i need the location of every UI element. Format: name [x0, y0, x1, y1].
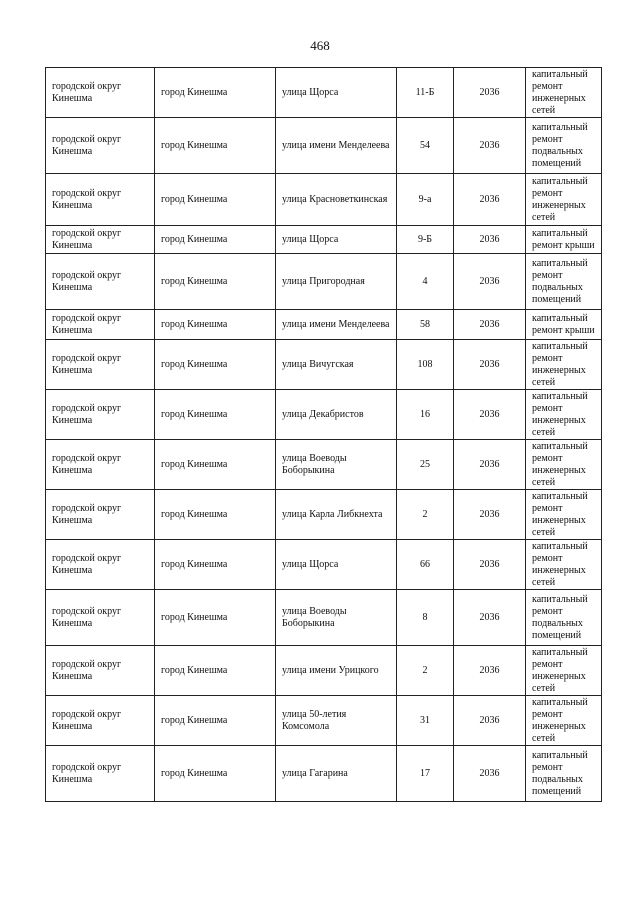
table-row: [46, 696, 602, 746]
cell-district: городской округ Кинешма: [46, 696, 155, 746]
cell-district: городской округ Кинешма: [46, 440, 155, 490]
cell-work: капитальный ремонт инженерных сетей: [526, 696, 602, 746]
cell-town: город Кинешма: [155, 340, 276, 390]
cell-town: город Кинешма: [155, 540, 276, 590]
table-row: [46, 490, 602, 540]
cell-street: улица Декабристов: [276, 390, 397, 440]
cell-town: город Кинешма: [155, 68, 276, 118]
cell-district: городской округ Кинешма: [46, 646, 155, 696]
cell-street: улица Вичугская: [276, 340, 397, 390]
cell-year: 2036: [454, 174, 526, 226]
cell-street: улица 50-летия Комсомола: [276, 696, 397, 746]
cell-work: капитальный ремонт подвальных помещений: [526, 590, 602, 646]
cell-street: улица Карла Либкнехта: [276, 490, 397, 540]
cell-district: городской округ Кинешма: [46, 68, 155, 118]
cell-work: капитальный ремонт инженерных сетей: [526, 174, 602, 226]
cell-work: капитальный ремонт инженерных сетей: [526, 540, 602, 590]
cell-work: капитальный ремонт крыши: [526, 226, 602, 254]
cell-street: улица имени Урицкого: [276, 646, 397, 696]
cell-town: город Кинешма: [155, 310, 276, 340]
cell-year: 2036: [454, 696, 526, 746]
cell-street: улица Щорса: [276, 68, 397, 118]
cell-district: городской округ Кинешма: [46, 390, 155, 440]
repair-schedule-table: [45, 67, 602, 802]
table-row: [46, 540, 602, 590]
cell-district: городской округ Кинешма: [46, 540, 155, 590]
cell-year: 2036: [454, 390, 526, 440]
table-row: [46, 590, 602, 646]
cell-year: 2036: [454, 490, 526, 540]
cell-work: капитальный ремонт подвальных помещений: [526, 254, 602, 310]
cell-year: 2036: [454, 226, 526, 254]
cell-street: улица Щорса: [276, 540, 397, 590]
cell-year: 2036: [454, 646, 526, 696]
cell-work: капитальный ремонт инженерных сетей: [526, 68, 602, 118]
cell-house: 108: [397, 340, 454, 390]
cell-town: город Кинешма: [155, 226, 276, 254]
cell-year: 2036: [454, 68, 526, 118]
table-row: [46, 310, 602, 340]
cell-work: капитальный ремонт подвальных помещений: [526, 118, 602, 174]
cell-year: 2036: [454, 118, 526, 174]
cell-house: 31: [397, 696, 454, 746]
cell-house: 58: [397, 310, 454, 340]
table-row: [46, 174, 602, 226]
cell-town: город Кинешма: [155, 440, 276, 490]
table-row: [46, 390, 602, 440]
cell-town: город Кинешма: [155, 254, 276, 310]
cell-year: 2036: [454, 340, 526, 390]
cell-town: город Кинешма: [155, 174, 276, 226]
page-number: 468: [310, 38, 330, 53]
cell-work: капитальный ремонт крыши: [526, 310, 602, 340]
cell-district: городской округ Кинешма: [46, 310, 155, 340]
cell-house: 54: [397, 118, 454, 174]
cell-town: город Кинешма: [155, 646, 276, 696]
cell-house: 66: [397, 540, 454, 590]
cell-house: 25: [397, 440, 454, 490]
table-row: [46, 440, 602, 490]
cell-house: 17: [397, 746, 454, 802]
table-row: [46, 68, 602, 118]
cell-street: улица Гагарина: [276, 746, 397, 802]
cell-town: город Кинешма: [155, 390, 276, 440]
table-row: [46, 254, 602, 310]
cell-work: капитальный ремонт инженерных сетей: [526, 490, 602, 540]
cell-work: капитальный ремонт инженерных сетей: [526, 390, 602, 440]
table-row: [46, 746, 602, 802]
cell-district: городской округ Кинешма: [46, 118, 155, 174]
cell-district: городской округ Кинешма: [46, 340, 155, 390]
cell-street: улица имени Менделеева: [276, 310, 397, 340]
table-body: [46, 68, 602, 802]
cell-year: 2036: [454, 540, 526, 590]
cell-year: 2036: [454, 590, 526, 646]
cell-district: городской округ Кинешма: [46, 590, 155, 646]
cell-year: 2036: [454, 440, 526, 490]
cell-street: улица Воеводы Боборыкина: [276, 440, 397, 490]
cell-district: городской округ Кинешма: [46, 226, 155, 254]
cell-district: городской округ Кинешма: [46, 254, 155, 310]
cell-work: капитальный ремонт инженерных сетей: [526, 440, 602, 490]
cell-street: улица имени Менделеева: [276, 118, 397, 174]
cell-town: город Кинешма: [155, 490, 276, 540]
table-row: [46, 226, 602, 254]
cell-house: 4: [397, 254, 454, 310]
cell-year: 2036: [454, 310, 526, 340]
cell-house: 2: [397, 646, 454, 696]
cell-street: улица Пригородная: [276, 254, 397, 310]
cell-work: капитальный ремонт подвальных помещений: [526, 746, 602, 802]
cell-town: город Кинешма: [155, 590, 276, 646]
cell-year: 2036: [454, 254, 526, 310]
cell-work: капитальный ремонт инженерных сетей: [526, 340, 602, 390]
cell-house: 8: [397, 590, 454, 646]
cell-house: 2: [397, 490, 454, 540]
cell-street: улица Щорса: [276, 226, 397, 254]
cell-work: капитальный ремонт инженерных сетей: [526, 646, 602, 696]
cell-house: 9-Б: [397, 226, 454, 254]
cell-town: город Кинешма: [155, 746, 276, 802]
cell-town: город Кинешма: [155, 118, 276, 174]
cell-street: улица Воеводы Боборыкина: [276, 590, 397, 646]
cell-house: 11-Б: [397, 68, 454, 118]
table-row: [46, 646, 602, 696]
cell-house: 16: [397, 390, 454, 440]
cell-street: улица Красноветкинская: [276, 174, 397, 226]
table-row: [46, 340, 602, 390]
cell-district: городской округ Кинешма: [46, 746, 155, 802]
cell-town: город Кинешма: [155, 696, 276, 746]
cell-year: 2036: [454, 746, 526, 802]
cell-district: городской округ Кинешма: [46, 490, 155, 540]
cell-house: 9-а: [397, 174, 454, 226]
cell-district: городской округ Кинешма: [46, 174, 155, 226]
table-row: [46, 118, 602, 174]
